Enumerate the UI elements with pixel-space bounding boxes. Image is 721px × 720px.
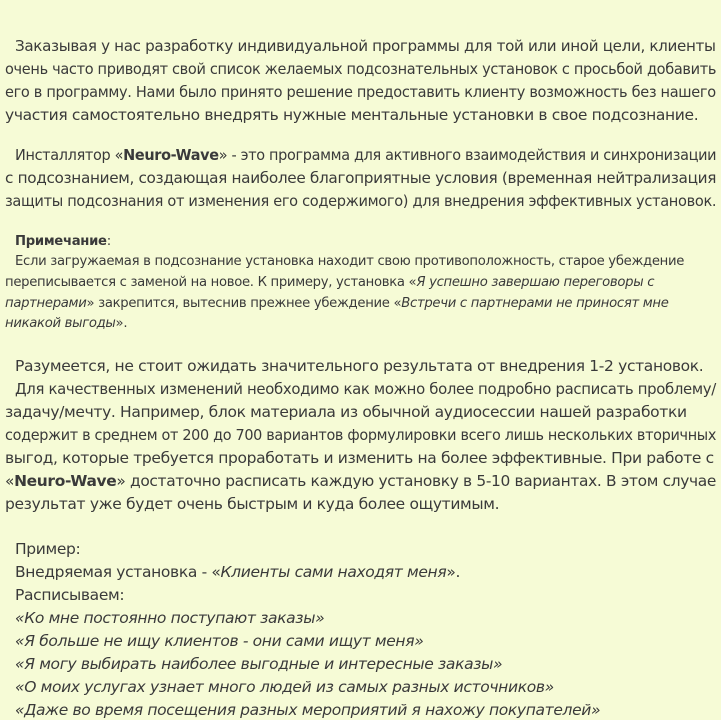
text: » закрепится, вытеснив прежнее убеждение « [86, 296, 402, 311]
note-line-4 [5, 316, 127, 331]
example-item [15, 701, 600, 719]
brand-name: Neuro-Wave [123, 146, 219, 164]
text: » достаточно расписать каждую установку в 5-10 вариантах. В этом случае [116, 472, 717, 490]
text: переписывается с заменой на новое. К примеру, установка « [5, 275, 417, 290]
quote-text: партнерами [5, 296, 87, 311]
paragraph-1-line-3: его в программу. Нами было принято решение предоставить клиенту возможность без нашего [5, 83, 716, 101]
quote-text: Клиенты сами находят меня [220, 563, 447, 581]
note-line-2 [5, 275, 654, 290]
quote-text: «О моих услугах узнает много людей из самых разных источников» [15, 678, 554, 696]
example-item [15, 609, 324, 627]
paragraph-3-line-2: Для качественных изменений необходимо как можно более подробно расписать проблему/ [15, 380, 716, 398]
example-item [15, 678, 554, 696]
example-item [15, 655, 502, 673]
note-line-3 [5, 296, 669, 311]
note-line-1: Если загружаемая в подсознание установка находит свою противоположность, старое убеждение [15, 254, 685, 269]
example-title: Пример: [15, 540, 81, 558]
text: Инсталлятор « [15, 146, 124, 164]
quote-text: «Даже во время посещения разных мероприятий я нахожу покупателей» [15, 701, 601, 719]
quote-text: Я успешно завершаю переговоры с [416, 275, 655, 290]
paragraph-3-line-7: результат уже будет очень быстрым и куда более ощутимым. [5, 495, 500, 513]
example-intro [15, 563, 460, 581]
paragraph-3-line-3: задачу/мечту. Например, блок материала из обычной аудиосессии нашей разработки [5, 403, 687, 421]
quote-text: «Я могу выбирать наиболее выгодные и интересные заказы» [15, 655, 503, 673]
paragraph-3-line-6 [5, 472, 716, 490]
paragraph-1-line-4: участия самостоятельно внедрять нужные ментальные установки в свое подсознание. [5, 106, 699, 124]
example-item [15, 632, 423, 650]
quote-text: никакой выгоды [5, 316, 116, 331]
paragraph-3-line-4: содержит в среднем от 200 до 700 вариантов формулировки всего лишь нескольких вторичных [5, 426, 717, 444]
quote-text: «Ко мне постоянно поступают заказы» [15, 609, 325, 627]
note-title [15, 234, 111, 249]
paragraph-3-line-1: Разумеется, не стоит ожидать значительного результата от внедрения 1-2 установок. [15, 357, 704, 375]
text: « [5, 472, 15, 490]
paragraph-3-line-5: выгод, которые требуется проработать и изменить на более эффективные. При работе с [5, 449, 714, 467]
paragraph-1-line-2: очень часто приводят свой список желаемых подсознательных установок с просьбой добавить [5, 60, 717, 78]
text: : [106, 234, 111, 249]
paragraph-2-line-2: с подсознанием, создающая наиболее благоприятные условия (временная нейтрализация [5, 169, 717, 187]
text: ». [115, 316, 128, 331]
example-list-title: Расписываем: [15, 586, 125, 604]
quote-text: Встречи с партнерами не приносят мне [401, 296, 669, 311]
text: » - это программа для активного взаимодействия и синхронизации [218, 146, 717, 164]
note-title-text: Примечание [15, 234, 107, 249]
paragraph-2-line-3: защиты подсознания от изменения его содержимого) для внедрения эффективных установок. [5, 192, 717, 210]
paragraph-1-line-1: Заказывая у нас разработку индивидуальной программы для той или иной цели, клиенты [15, 37, 716, 55]
paragraph-2-line-1 [15, 146, 716, 164]
text: ». [446, 563, 461, 581]
quote-text: «Я больше не ищу клиентов - они сами ищут меня» [15, 632, 424, 650]
text: Внедряемая установка - « [15, 563, 221, 581]
brand-name: Neuro-Wave [14, 472, 117, 490]
